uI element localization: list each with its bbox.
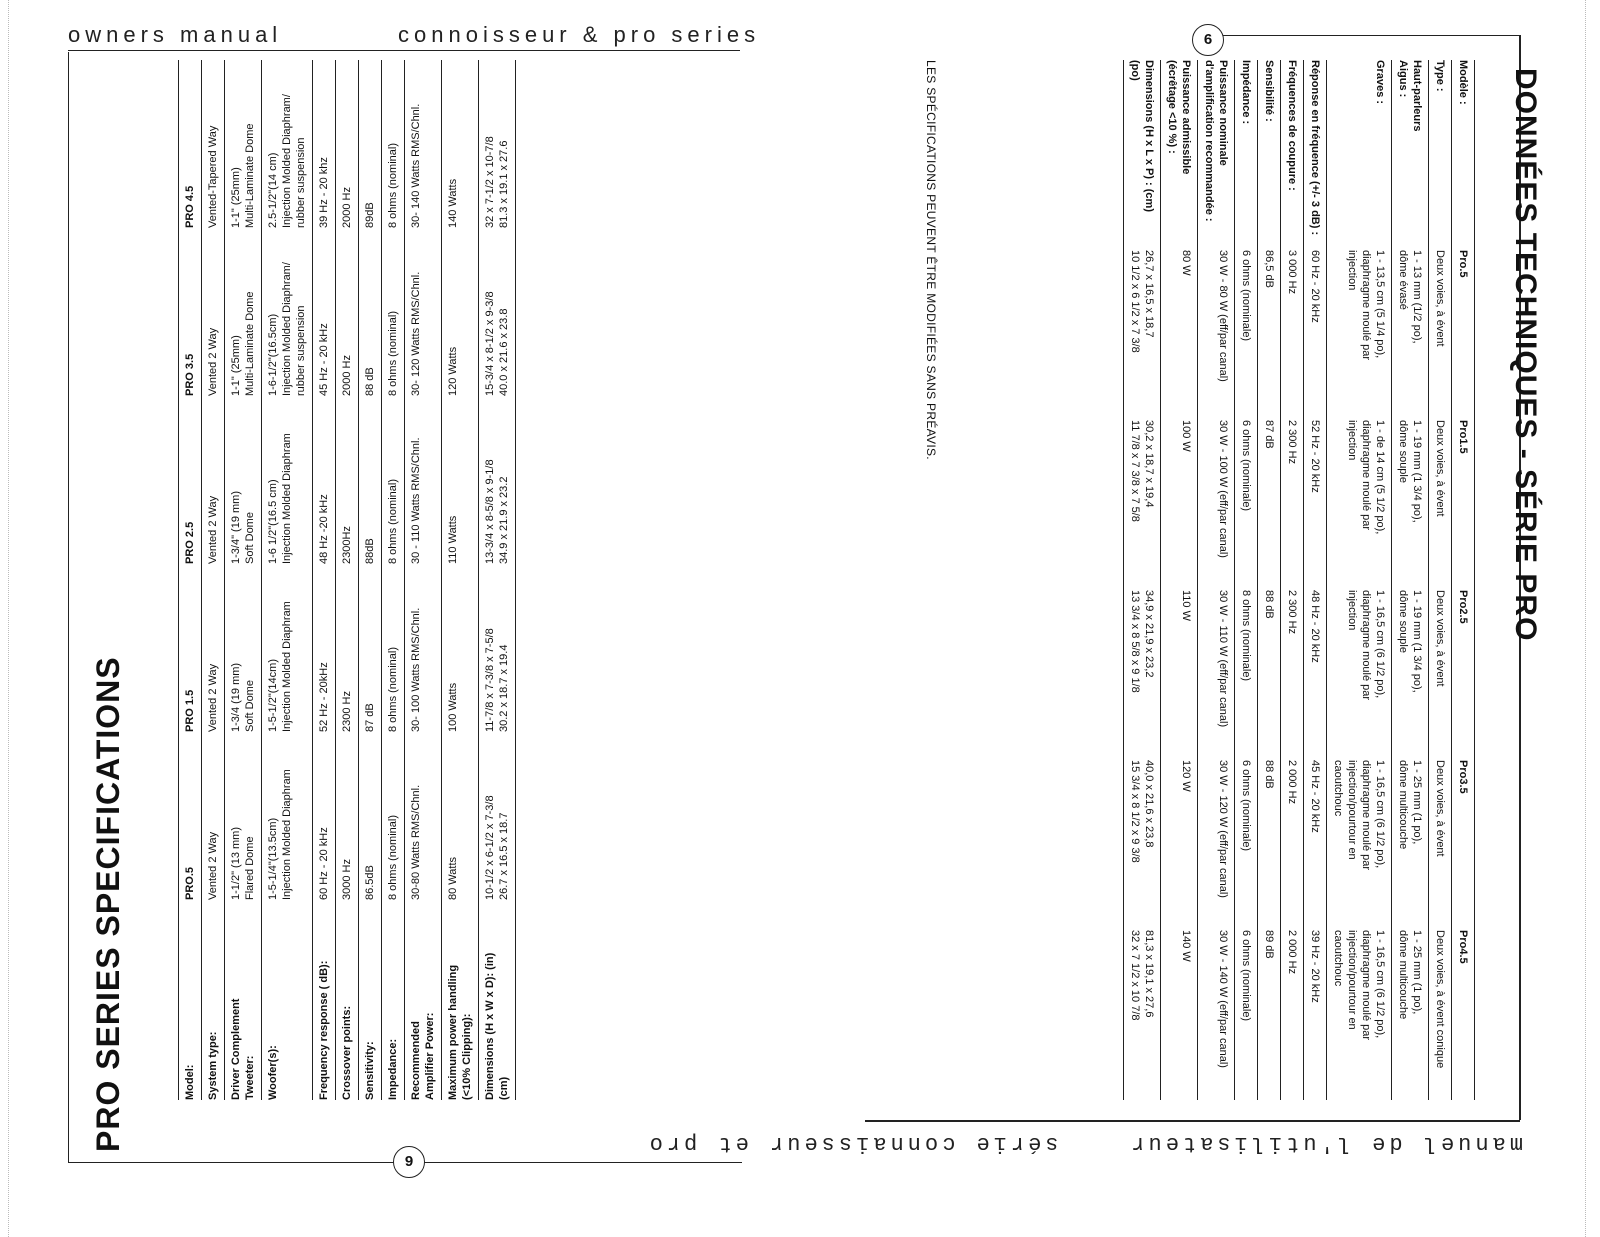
table-cell: 1-5-1/2"(14cm) Injection Molded Diaphram <box>267 601 293 732</box>
table-cell: 1-3/4 (19 mm) Soft Dome <box>230 662 256 732</box>
row-label: Woofer(s): <box>267 1045 279 1100</box>
table-cell: 15-3/4 x 8-1/2 x 9-3/8 40.0 x 21.6 x 23.8 <box>484 291 510 396</box>
table-cell: 30,2 x 18,7 x 19,4 11 7/8 x 7 3/8 x 7 5/8 <box>1129 420 1155 522</box>
table-cell: 1 - 13,5 cm (5 1/4 po), diaphragme moulé par injection <box>1346 250 1386 361</box>
table-cell: 6 ohms (nominale) <box>1240 930 1252 1022</box>
table-cell: 6 ohms (nominale) <box>1240 420 1252 512</box>
scan-edge-left <box>8 0 9 1237</box>
table-row <box>179 60 202 1100</box>
footer-fr <box>645 1126 1523 1156</box>
table-cell: 81,3 x 19,1 x 27,6 32 x 7 1/2 x 10 7/8 <box>1129 930 1155 1021</box>
table-cell: Pro.5 <box>1457 250 1469 278</box>
spec-table-en <box>178 60 516 1100</box>
row-label: System type: <box>207 1031 219 1100</box>
table-cell: 100 Watts <box>447 682 459 732</box>
table-row <box>1124 60 1161 1100</box>
table-cell: 32 x 7-1/2 x 10-7/8 81.3 x 19.1 x 27.6 <box>484 136 510 228</box>
table-cell: 60 Hz - 20 kHz <box>318 827 330 900</box>
table-cell: 30 W - 120 W (eff/par canal) <box>1217 760 1229 898</box>
table-cell: 80 Watts <box>447 857 459 900</box>
table-cell: 6 ohms (nominale) <box>1240 250 1252 342</box>
left-page-content <box>68 55 741 1160</box>
table-row <box>262 60 313 1100</box>
table-row <box>225 60 262 1100</box>
table-cell: 88 dB <box>1263 760 1275 789</box>
table-cell: PRO 4.5 <box>184 185 196 228</box>
table-cell: 88 dB <box>364 367 376 396</box>
row-label: Impédance : <box>1240 60 1252 125</box>
table-cell: Pro4.5 <box>1457 930 1469 964</box>
row-label: Haut-parleurs Aigus : <box>1397 60 1423 132</box>
table-cell: 1-3/4" (19 mm) Soft Dome <box>230 491 256 564</box>
table-row <box>382 60 405 1100</box>
row-label: Réponse en fréquence (+/- 3 dB) : <box>1309 60 1321 236</box>
table-row <box>1327 60 1392 1100</box>
table-cell: 89 dB <box>1263 930 1275 959</box>
table-cell: 11-7/8 x 7-3/8 x 7-5/8 30.2 x 18.7 x 19.4 <box>484 628 510 732</box>
row-label: Puissance nominale d'amplification recommandée : <box>1203 60 1229 222</box>
table-cell: Deux voies, à évent <box>1434 760 1446 857</box>
page-number-left: 9 <box>393 1146 425 1178</box>
row-label: Dimensions (H x L x P) : (cm) (po) <box>1129 60 1155 212</box>
scan-edge-right <box>1585 0 1586 1237</box>
table-cell: 1-5-1/4"(13.5cm) Injection Molded Diaphram <box>267 769 293 900</box>
table-cell: 100 W <box>1180 420 1192 452</box>
table-cell: Vented 2 Way <box>207 327 219 396</box>
table-row <box>405 60 442 1100</box>
table-cell: 86,5 dB <box>1263 250 1275 288</box>
table-cell: 2000 Hz <box>341 187 353 228</box>
table-row <box>336 60 359 1100</box>
table-cell: 1 - 19 mm (1 3/4 po), dôme souple <box>1397 420 1423 523</box>
table-cell: 8 ohms (nominal) <box>387 143 399 228</box>
table-cell: 34,9 x 21,9 x 23,2 13 3/4 x 8 5/8 x 9 1/8 <box>1129 590 1155 693</box>
row-label: Sensitivity: <box>364 1041 376 1100</box>
table-cell: Vented 2 Way <box>207 663 219 732</box>
table-cell: 1-1/2" (13 mm) Flared Dome <box>230 827 256 900</box>
page-number-right: 6 <box>1192 24 1224 56</box>
table-cell: 30-80 Watts RMS/Chnl. <box>410 784 422 900</box>
row-label: Puissance admissible (écrêtage <10 %) : <box>1166 60 1192 175</box>
table-row <box>1258 60 1281 1100</box>
table-cell: 1 - 16,5 cm (6 1/2 po), diaphragme moulé par injection <box>1346 590 1386 701</box>
table-cell: 48 Hz -20 kHz <box>318 494 330 564</box>
page-title-en: PRO SERIES SPECIFICATIONS <box>90 656 126 1152</box>
table-cell: 87 dB <box>1263 420 1275 449</box>
table-cell: 88 dB <box>1263 590 1275 619</box>
table-cell: 2300 Hz <box>341 691 353 732</box>
row-label: Model: <box>184 1064 196 1100</box>
table-cell: 86.5dB <box>364 865 376 900</box>
table-cell: Deux voies, à évent <box>1434 590 1446 687</box>
table-cell: Vented-Tapered Way <box>207 125 219 228</box>
table-cell: 2000 Hz <box>341 355 353 396</box>
footer-fr-text: manuel de l'utilisateur série connaisseur et pro <box>645 1131 1523 1156</box>
table-cell: 80 W <box>1180 250 1192 276</box>
table-cell: 30 W - 80 W (eff/par canal) <box>1217 250 1229 382</box>
table-cell: 30- 100 Watts RMS/Chnl. <box>410 607 422 732</box>
table-cell: 88dB <box>364 538 376 564</box>
table-cell: 45 Hz - 20 kHz <box>1309 760 1321 833</box>
right-frame-top <box>1210 35 1520 36</box>
table-row <box>479 60 516 1100</box>
row-label: Sensibilité : <box>1263 60 1275 122</box>
table-row <box>1198 60 1235 1100</box>
table-cell: 140 Watts <box>447 178 459 228</box>
table-row <box>1235 60 1258 1100</box>
table-cell: 120 W <box>1180 760 1192 792</box>
table-cell: 26,7 x 16,5 x 18,7 10 1/2 x 6 1/2 x 7 3/8 <box>1129 250 1155 353</box>
table-cell: 8 ohms (nominal) <box>387 647 399 732</box>
table-cell: 2 000 Hz <box>1286 760 1298 805</box>
header-rule <box>68 50 740 51</box>
row-label: Driver Complement Tweeter: <box>230 998 256 1100</box>
table-cell: 45 Hz - 20 kHz <box>318 323 330 396</box>
table-cell: 89dB <box>364 202 376 228</box>
table-cell: Deux voies, à évent <box>1434 250 1446 347</box>
spec-change-note: LES SPÉCIFICATIONS PEUVENT ÊTRE MODIFIÉES SANS PRÉAVIS. <box>924 60 938 460</box>
table-cell: PRO 3.5 <box>184 353 196 396</box>
table-cell: 40,0 x 21,6 x 23,8 15 3/4 x 8 1/2 x 9 3/8 <box>1129 760 1155 863</box>
header-owners-manual: owners manual <box>68 22 283 47</box>
table-cell: 3 000 Hz <box>1286 250 1298 295</box>
table-cell: 39 Hz - 20 khz <box>318 157 330 228</box>
table-cell: 2300Hz <box>341 526 353 564</box>
table-cell: 1-1" (25mm) Multi-Laminate Dome <box>230 123 256 228</box>
table-cell: Pro3.5 <box>1457 760 1469 794</box>
table-cell: 48 Hz - 20 kHz <box>1309 590 1321 663</box>
row-label: Dimensions (H x W x D): (in) (cm) <box>484 952 510 1100</box>
table-cell: 1-1" (25mm) Multi-Laminate Dome <box>230 291 256 396</box>
table-cell: 8 ohms (nominal) <box>387 815 399 900</box>
row-label: Crossover points: <box>341 1005 353 1100</box>
spec-table-fr <box>1123 60 1475 1100</box>
table-cell: 1 - de 14 cm (5 1/2 po), diaphragme moulé par injection <box>1346 420 1386 535</box>
table-cell: 110 Watts <box>447 515 459 564</box>
table-cell: 30 W - 100 W (eff/par canal) <box>1217 420 1229 558</box>
table-cell: 1-6 1/2"(16.5 cm) Injection Molded Diaphram <box>267 433 293 564</box>
table-row <box>202 60 225 1100</box>
right-page-content <box>880 60 1550 1110</box>
table-cell: Deux voies, à évent conique <box>1434 930 1446 1069</box>
row-label: Frequency response ( dB): <box>318 960 330 1100</box>
table-cell: Pro2.5 <box>1457 590 1469 624</box>
table-cell: 10-1/2 x 6-1/2 x 7-3/8 26.7 x 16.5 x 18.7 <box>484 795 510 900</box>
table-cell: 2 300 Hz <box>1286 590 1298 635</box>
row-label: Impedance: <box>387 1038 399 1100</box>
table-cell: PRO 1.5 <box>184 689 196 732</box>
table-cell: 1 - 16,5 cm (6 1/2 po), diaphragme moulé par injection/pourtour en caoutchouc <box>1332 760 1386 871</box>
table-cell: 87 dB <box>364 703 376 732</box>
table-cell: 110 W <box>1180 590 1192 621</box>
header-series: connoisseur & pro series <box>398 22 761 47</box>
table-row <box>1392 60 1429 1100</box>
table-row <box>1452 60 1475 1100</box>
table-row <box>313 60 336 1100</box>
table-cell: 30 - 110 Watts RMS/Chnl. <box>410 437 422 564</box>
table-row <box>442 60 479 1100</box>
table-cell: 1-6-1/2"(16.5cm) Injection Molded Diaphram/ rubber suspension <box>267 262 307 396</box>
table-cell: 30- 120 Watts RMS/Chnl. <box>410 271 422 396</box>
table-cell: 1 - 19 mm (1 3/4 po), dôme souple <box>1397 590 1423 693</box>
table-cell: 6 ohms (nominale) <box>1240 760 1252 852</box>
table-cell: 1 - 25 mm (1 po), dôme multicouche <box>1397 760 1423 850</box>
table-cell: 1 - 25 mm (1 po), dôme multicouche <box>1397 930 1423 1020</box>
table-row <box>1281 60 1304 1100</box>
table-cell: 52 Hz - 20 kHz <box>1309 420 1321 493</box>
table-cell: 1 - 16,5 cm (6 1/2 po), diaphragme moulé par injection/pourtour en caoutchouc <box>1332 930 1386 1041</box>
right-frame-bottom <box>865 1120 1520 1122</box>
row-label: Recommended Amplifier Power: <box>410 1012 436 1100</box>
table-row <box>1429 60 1452 1100</box>
table-cell: 140 W <box>1180 930 1192 962</box>
table-cell: 120 Watts <box>447 346 459 396</box>
table-cell: 8 ohms (nominal) <box>387 479 399 564</box>
table-cell: 2.5-1/2"(14 cm) Injection Molded Diaphram/ rubber suspension <box>267 94 307 228</box>
row-label: Modèle : <box>1457 60 1469 105</box>
table-cell: 2 300 Hz <box>1286 420 1298 465</box>
row-label: Type : <box>1434 60 1446 92</box>
table-cell: 60 Hz - 20 kHz <box>1309 250 1321 323</box>
table-row <box>1161 60 1198 1100</box>
table-cell: PRO 2.5 <box>184 521 196 564</box>
table-cell: 13-3/4 x 8-5/8 x 9-1/8 34.9 x 21.9 x 23.2 <box>484 459 510 564</box>
table-row <box>359 60 382 1100</box>
table-cell: 30 W - 140 W (eff/par canal) <box>1217 930 1229 1068</box>
table-cell: Vented 2 Way <box>207 831 219 900</box>
table-cell: 8 ohms (nominal) <box>387 311 399 396</box>
row-label: Graves : <box>1374 60 1386 105</box>
table-cell: 2 000 Hz <box>1286 930 1298 975</box>
table-cell: 3000 Hz <box>341 859 353 900</box>
row-label: Fréquences de coupure : <box>1286 60 1298 191</box>
table-row <box>1304 60 1327 1100</box>
table-cell: 8 ohms (nominale) <box>1240 590 1252 682</box>
table-cell: 30- 140 Watts RMS/Chnl. <box>410 103 422 228</box>
table-cell: PRO.5 <box>184 866 196 900</box>
table-cell: 39 Hz - 20 kHz <box>1309 930 1321 1003</box>
table-cell: 1 - 13 mm (1/2 po), dôme évasé <box>1397 250 1423 344</box>
table-cell: 52 Hz - 20kHz <box>318 662 330 732</box>
row-label: Maximum power handling (<10% Clipping): <box>447 964 473 1100</box>
table-cell: Pro1.5 <box>1457 420 1469 454</box>
table-cell: Deux voies, à évent <box>1434 420 1446 517</box>
page-title-fr: DONNÉES TECHNIQUES - SÉRIE PRO <box>1509 68 1542 642</box>
table-cell: 30 W - 110 W (eff/par canal) <box>1217 590 1229 728</box>
table-cell: Vented 2 Way <box>207 495 219 564</box>
